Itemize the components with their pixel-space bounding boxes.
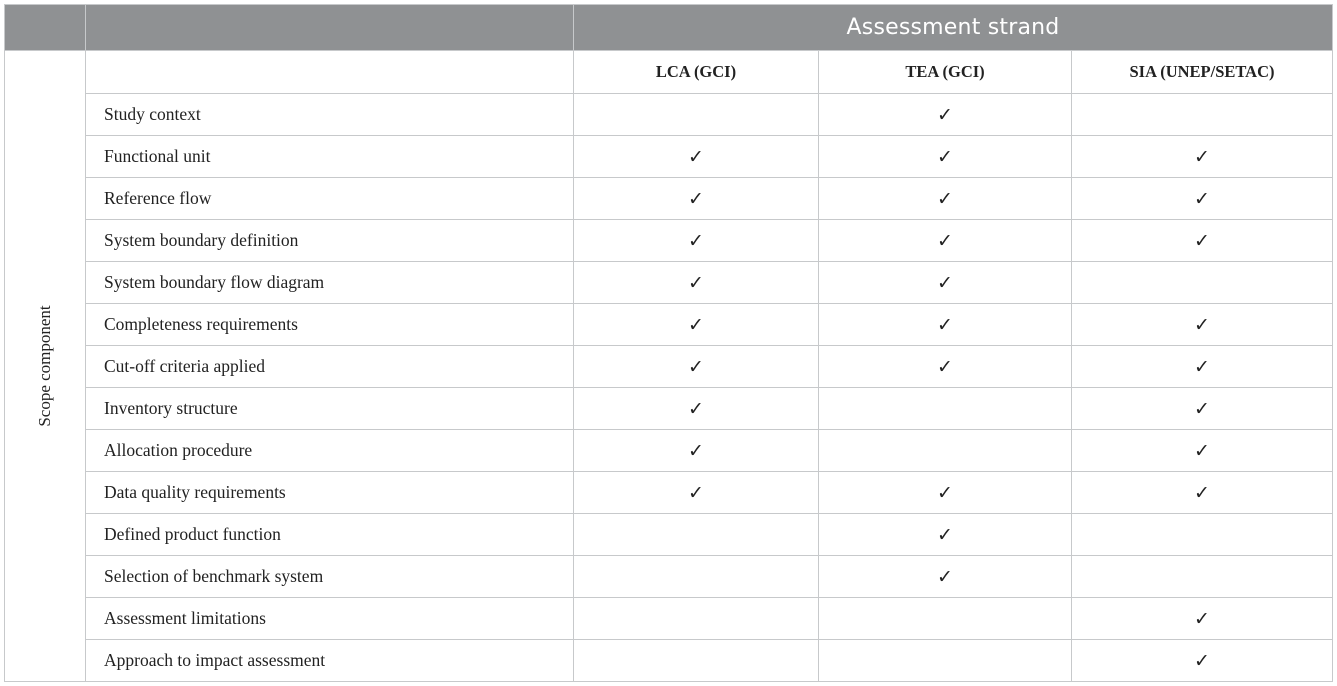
column-header-empty xyxy=(86,51,574,94)
row-label: Reference flow xyxy=(86,178,574,220)
table-row xyxy=(5,640,1333,682)
sia-cell: ✓ xyxy=(1072,346,1333,388)
tea-cell: ✓ xyxy=(819,136,1072,178)
sia-cell xyxy=(1072,514,1333,556)
row-label: Selection of benchmark system xyxy=(86,556,574,598)
sia-cell xyxy=(1072,556,1333,598)
lca-cell: ✓ xyxy=(574,430,819,472)
row-label: System boundary flow diagram xyxy=(86,262,574,304)
lca-cell: ✓ xyxy=(574,178,819,220)
table-row xyxy=(5,304,1333,346)
row-label: Defined product function xyxy=(86,514,574,556)
lca-cell: ✓ xyxy=(574,346,819,388)
column-header-lca: LCA (GCI) xyxy=(574,51,819,94)
sia-cell: ✓ xyxy=(1072,136,1333,178)
sia-cell: ✓ xyxy=(1072,388,1333,430)
lca-cell: ✓ xyxy=(574,472,819,514)
tea-cell: ✓ xyxy=(819,346,1072,388)
sia-cell: ✓ xyxy=(1072,598,1333,640)
table-row xyxy=(5,472,1333,514)
column-header-row xyxy=(5,51,1333,94)
row-label: Study context xyxy=(86,94,574,136)
sia-cell: ✓ xyxy=(1072,220,1333,262)
lca-cell xyxy=(574,598,819,640)
row-label: Data quality requirements xyxy=(86,472,574,514)
table-row xyxy=(5,346,1333,388)
table-row xyxy=(5,556,1333,598)
row-label: Functional unit xyxy=(86,136,574,178)
sia-cell xyxy=(1072,94,1333,136)
tea-cell: ✓ xyxy=(819,178,1072,220)
lca-cell: ✓ xyxy=(574,136,819,178)
header-band xyxy=(5,5,1333,51)
scope-component-label: Scope component xyxy=(35,305,54,427)
lca-cell: ✓ xyxy=(574,220,819,262)
table-container xyxy=(4,4,1333,682)
row-label: System boundary definition xyxy=(86,220,574,262)
tea-cell xyxy=(819,598,1072,640)
tea-cell: ✓ xyxy=(819,262,1072,304)
lca-cell: ✓ xyxy=(574,262,819,304)
table-row xyxy=(5,94,1333,136)
row-label: Allocation procedure xyxy=(86,430,574,472)
sia-cell: ✓ xyxy=(1072,472,1333,514)
lca-cell xyxy=(574,640,819,682)
lca-cell xyxy=(574,514,819,556)
lca-cell xyxy=(574,556,819,598)
row-label: Inventory structure xyxy=(86,388,574,430)
tea-cell xyxy=(819,388,1072,430)
table-row xyxy=(5,136,1333,178)
assessment-strand-title: Assessment strand xyxy=(574,5,1333,51)
lca-cell: ✓ xyxy=(574,304,819,346)
sia-cell xyxy=(1072,262,1333,304)
table-row xyxy=(5,220,1333,262)
table-row xyxy=(5,514,1333,556)
tea-cell xyxy=(819,640,1072,682)
tea-cell: ✓ xyxy=(819,556,1072,598)
row-label: Approach to impact assessment xyxy=(86,640,574,682)
table-row xyxy=(5,178,1333,220)
table-row xyxy=(5,598,1333,640)
row-label: Completeness requirements xyxy=(86,304,574,346)
table-row xyxy=(5,430,1333,472)
tea-cell: ✓ xyxy=(819,220,1072,262)
tea-cell: ✓ xyxy=(819,472,1072,514)
scope-component-cell xyxy=(5,51,86,682)
row-label: Cut-off criteria applied xyxy=(86,346,574,388)
tea-cell: ✓ xyxy=(819,514,1072,556)
column-header-tea: TEA (GCI) xyxy=(819,51,1072,94)
table-row xyxy=(5,388,1333,430)
tea-cell xyxy=(819,430,1072,472)
tea-cell: ✓ xyxy=(819,304,1072,346)
sia-cell: ✓ xyxy=(1072,178,1333,220)
sia-cell: ✓ xyxy=(1072,640,1333,682)
sia-cell: ✓ xyxy=(1072,304,1333,346)
tea-cell: ✓ xyxy=(819,94,1072,136)
scope-assessment-table xyxy=(4,4,1333,682)
column-header-sia: SIA (UNEP/SETAC) xyxy=(1072,51,1333,94)
row-label: Assessment limitations xyxy=(86,598,574,640)
lca-cell xyxy=(574,94,819,136)
sia-cell: ✓ xyxy=(1072,430,1333,472)
header-band-spacer xyxy=(86,5,574,51)
header-band-corner xyxy=(5,5,86,51)
table-row xyxy=(5,262,1333,304)
lca-cell: ✓ xyxy=(574,388,819,430)
